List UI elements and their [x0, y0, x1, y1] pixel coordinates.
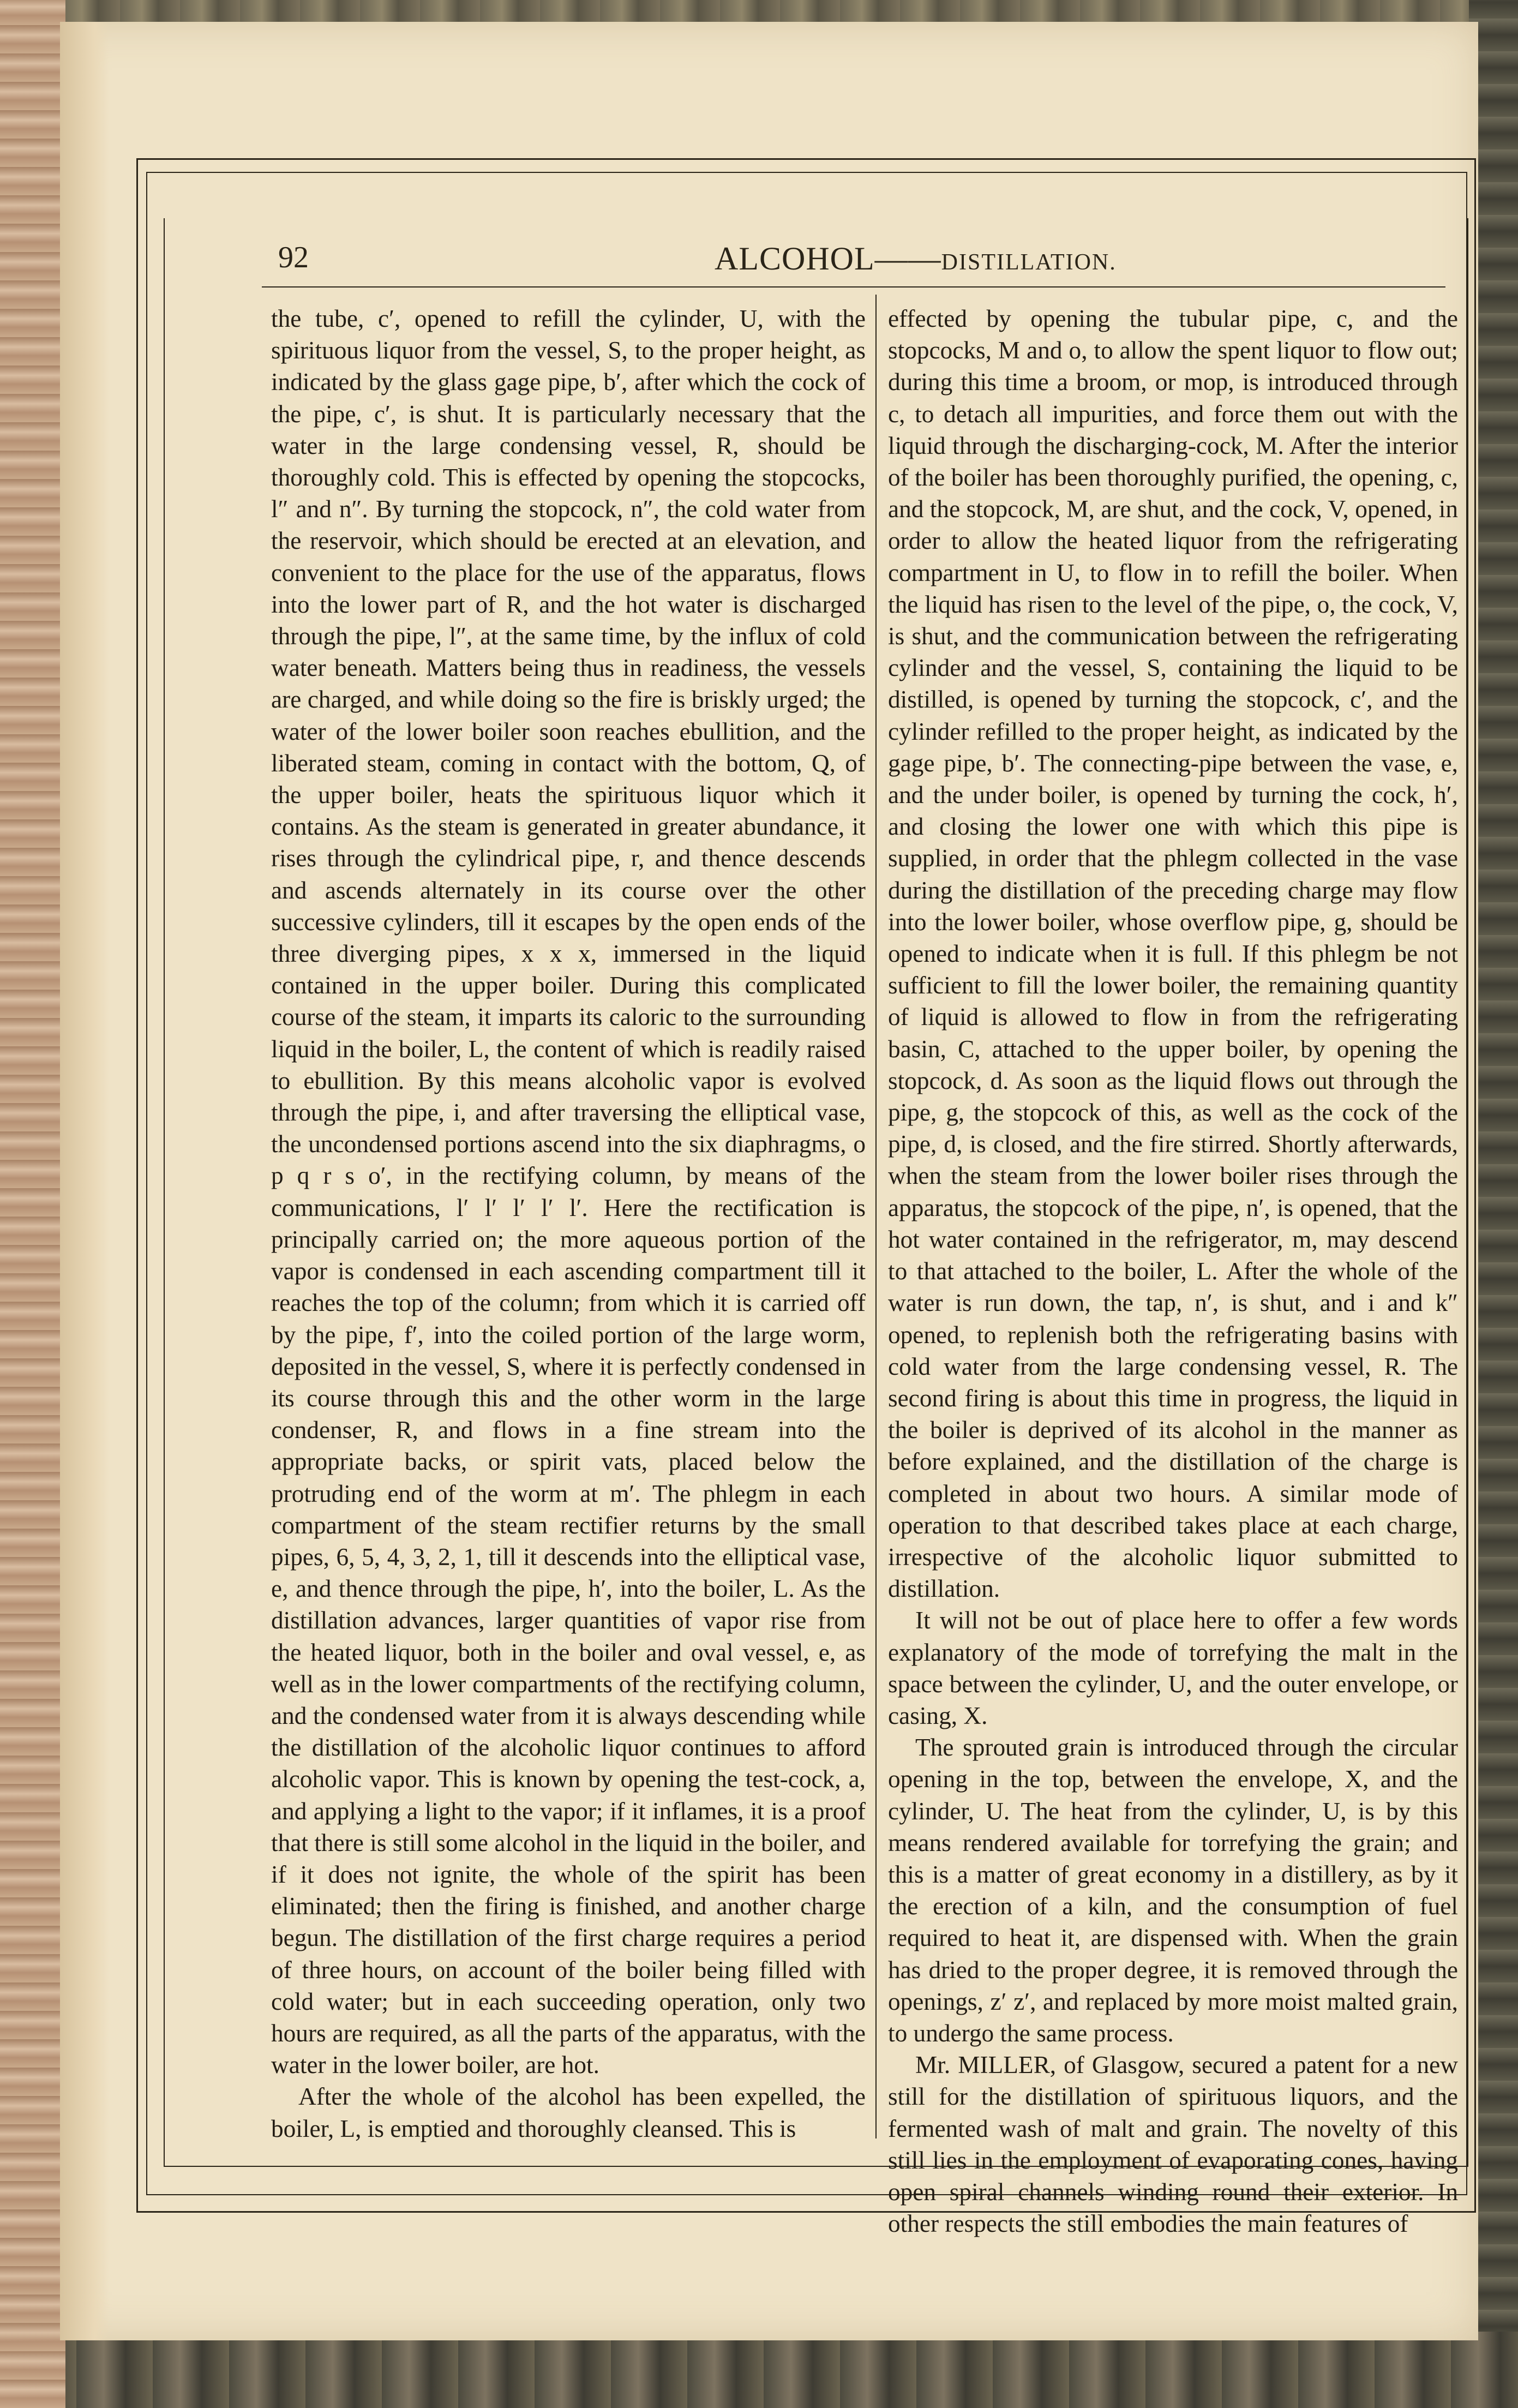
- paragraph: After the whole of the alcohol has been expelled, the boiler, L, is emptied and thoroughly cleansed. This is: [271, 2083, 866, 2142]
- running-head: [715, 240, 1117, 278]
- paragraph: effected by opening the tubular pipe, c, and the stopcocks, M and o, to allow the spent liquor to flow out; during this time a broom, or mop, is introduced through c, to detach all impurities, and force them out with the liquid through the discharging-cock, M. After the interior of the boiler has been thoroughly purified, the opening, c, and the stopcock, M, are shut, and the cock, V, opened, in order to allow the heated liquor from the refrigerating compartment in U, to flow in to refill the boiler. When the liquid has risen to the level of the pipe, o, the cock, V, is shut, and the communication between the refrigerating cylinder and the vessel, S, containing the liquid to be distilled, is opened by turning the stopcock, c′, and the cylinder refilled to the proper height, as indicated by the gage pipe, b′. The connecting-pipe between the vase, e, and the under boiler, is opened by turning the cock, h′, and closing the lower one with which this pipe is supplied, in order that the phlegm collected in the vase during the distillation of the preceding charge may flow into the lower boiler, whose overflow pipe, g, should be opened to indicate when it is full. If this phlegm be not sufficient to fill the lower boiler, the remaining quantity of liquid is allowed to flow in from the refrigerating basin, C, attached to the upper boiler, by opening the stopcock, d. As soon as the liquid flows out through the pipe, g, the stopcock of this, as well as the cock of the pipe, d, is closed, and the fire stirred. Shortly afterwards, when the steam from the lower boiler rises through the apparatus, the stopcock of the pipe, n′, is opened, that the hot water contained in the refrigerator, m, may descend to that attached to the boiler, L. After the whole of the water is run down, the tap, n′, is shut, and i and k″ opened, to replenish both the refrigerating basins with cold water from the large condensing vessel, R. The second firing is about this time in progress, the liquid in the boiler is deprived of its alcohol in the manner as before explained, and the distillation of the charge is completed in about two hours. A similar mode of operation to that described takes place at each charge, irrespective of the alcoholic liquor submitted to distillation.: [888, 305, 1458, 1603]
- left-column: [271, 303, 866, 2145]
- running-head-subtitle: DISTILLATION.: [941, 250, 1117, 275]
- right-column: [888, 303, 1458, 2239]
- paragraph: the tube, c′, opened to refill the cylinder, U, with the spirituous liquor from the vessel, S, to the proper height, as indicated by the glass gage pipe, b′, after which the cock of the pipe, c′, is shut. It is particularly necessary that the water in the large condensing vessel, R, should be thoroughly cold. This is effected by opening the stopcocks, l″ and n″. By turning the stopcock, n″, the cold water from the reservoir, which should be erected at an elevation, and convenient to the place for the use of the apparatus, flows into the lower part of R, and the hot water is discharged through the pipe, l″, at the same time, by the influx of cold water beneath. Matters being thus in readiness, the vessels are charged, and while doing so the fire is briskly urged; the water of the lower boiler soon reaches ebullition, and the liberated steam, coming in contact with the bottom, Q, of the upper boiler, heats the spirituous liquor which it contains. As the steam is generated in greater abundance, it rises through the cylindrical pipe, r, and thence descends and ascends alternately in its course over the other successive cylinders, till it escapes by the open ends of the three diverging pipes, x x x, immersed in the liquid contained in the upper boiler. During this complicated course of the steam, it imparts its caloric to the surrounding liquid in the boiler, L, the content of which is readily raised to ebullition. By this means alcoholic vapor is evolved through the pipe, i, and after traversing the elliptical vase, the uncondensed portions ascend into the six diaphragms, o p q r s o′, in the rectifying column, by means of the communications, l′ l′ l′ l′ l′. Here the rectification is principally carried on; the more aqueous portion of the vapor is condensed in each ascending compartment till it reaches the top of the column; from which it is carried off by the pipe, f′, into the coiled portion of the large worm, deposited in the vessel, S, where it is perfectly condensed in its course through this and the other worm in the large condenser, R, and flows in a fine stream into the appropriate backs, or spirit vats, placed below the protruding end of the worm at m′. The phlegm in each compartment of the steam rectifier returns by the small pipes, 6, 5, 4, 3, 2, 1, till it descends into the elliptical vase, e, and thence through the pipe, h′, into the boiler, L. As the distillation advances, larger quantities of vapor rise from the heated liquor, both in the boiler and oval vessel, e, as well as in the lower compartments of the rectifying column, and the condensed water from it is always descending while the distillation of the alcoholic liquor continues to afford alcoholic vapor. This is known by opening the test-cock, a, and applying a light to the vapor; if it inflames, it is a proof that there is still some alcohol in the liquid in the boiler, and if it does not ignite, the whole of the spirit has been eliminated; then the firing is finished, and another charge begun. The distillation of the first charge requires a period of three hours, on account of the boiler being filled with cold water; but in each succeeding operation, only two hours are required, as all the parts of the apparatus, with the water in the lower boiler, are hot.: [271, 305, 866, 2079]
- paragraph: Mr. MILLER, of Glasgow, secured a patent for a new still for the distillation of spirituous liquors, and the fermented wash of malt and grain. The novelty of this still lies in the employment of evaporating cones, having open spiral channels winding round their exterior. In other respects the still embodies the main features of: [888, 2051, 1458, 2238]
- column-divider: [875, 295, 877, 2139]
- running-head-title: ALCOHOL——: [715, 241, 941, 277]
- paragraph: It will not be out of place here to offer a few words explanatory of the mode of torrefying the malt in the space between the cylinder, U, and the outer envelope, or casing, X.: [888, 1607, 1458, 1729]
- marbled-endpaper: [0, 0, 65, 2408]
- page-gutter: [60, 22, 109, 2340]
- book-edge-bottom: [0, 2332, 1518, 2408]
- header-rule: [262, 286, 1445, 287]
- paragraph: The sprouted grain is introduced through the circular opening in the top, between the envelope, X, and the cylinder, U. The heat from the cylinder, U, is by this means rendered available for torrefying the grain; and this is a matter of great economy in a distillery, as by it the erection of a kiln, and the consumption of fuel required to heat it, are dispensed with. When the grain has dried to the proper degree, it is removed through the openings, z′ z′, and replaced by more moist malted grain, to undergo the same process.: [888, 1734, 1458, 2047]
- page-number: 92: [278, 241, 309, 274]
